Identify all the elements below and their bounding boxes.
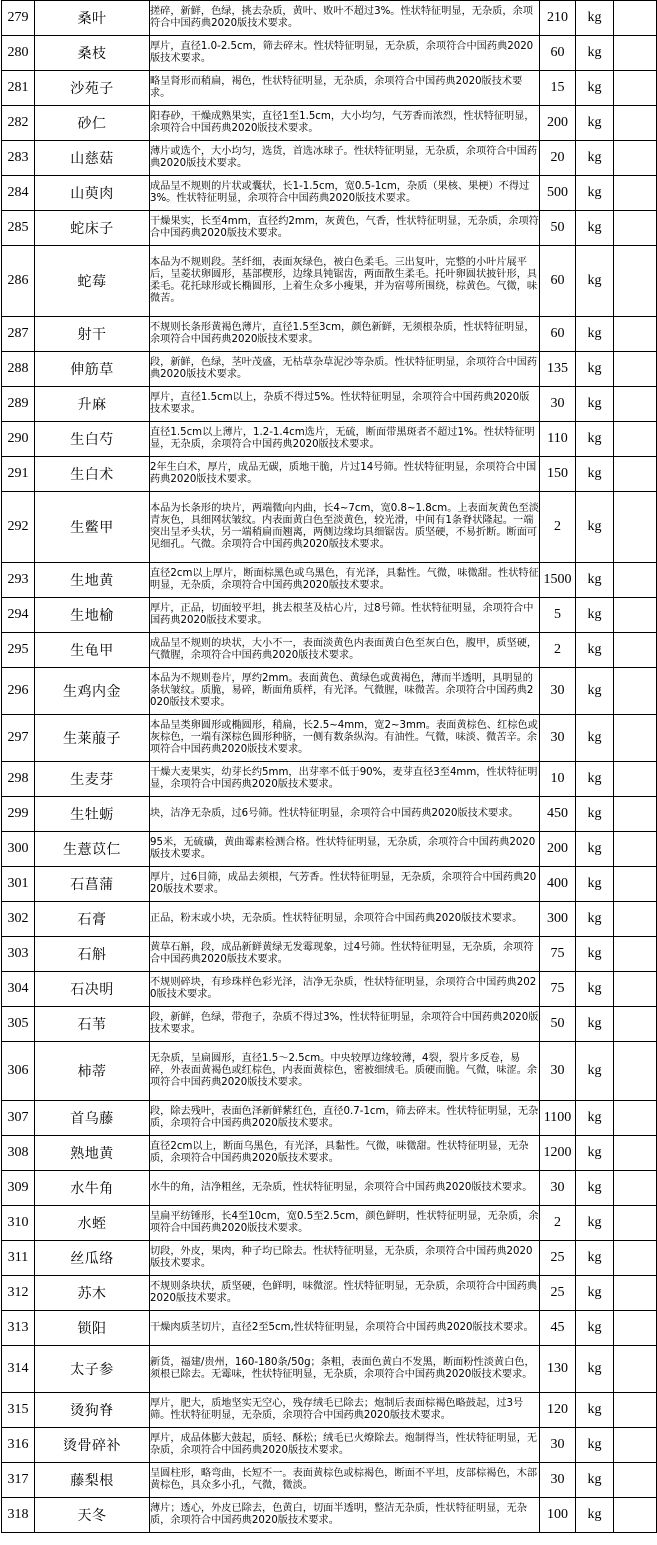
table-row — [2, 633, 657, 668]
quantity: 1100 — [540, 1101, 576, 1136]
quantity: 5 — [540, 598, 576, 633]
unit: kg — [576, 457, 614, 492]
herb-name: 熟地黄 — [35, 1136, 150, 1171]
row-number: 282 — [2, 106, 35, 141]
spec-description: 呈圆柱形，略弯曲，长短不一。表面黄棕色或棕褐色，断面不平坦，皮部棕褐色，木部黄棕色，具众多小孔，气微，微淡。 — [150, 1463, 540, 1498]
herb-name: 锁阳 — [35, 1311, 150, 1346]
blank-cell — [614, 457, 657, 492]
table-row — [2, 563, 657, 598]
herb-name: 生白芍 — [35, 422, 150, 457]
herb-name: 天冬 — [35, 1498, 150, 1533]
blank-cell — [614, 937, 657, 972]
row-number: 284 — [2, 176, 35, 211]
unit: kg — [576, 1101, 614, 1136]
blank-cell — [614, 1171, 657, 1206]
blank-cell — [614, 1007, 657, 1042]
row-number: 316 — [2, 1428, 35, 1463]
herb-name: 太子参 — [35, 1346, 150, 1393]
table-row — [2, 36, 657, 71]
row-number: 292 — [2, 492, 35, 563]
unit: kg — [576, 1136, 614, 1171]
herb-name: 生鸡内金 — [35, 668, 150, 715]
herb-name: 柿蒂 — [35, 1042, 150, 1101]
unit: kg — [576, 1498, 614, 1533]
table-row — [2, 1498, 657, 1533]
row-number: 279 — [2, 1, 35, 36]
blank-cell — [614, 492, 657, 563]
quantity: 100 — [540, 1498, 576, 1533]
spec-description: 干燥果实，长至4mm，直径约2mm，灰黄色，气香，性状特征明显，无杂质，余项符合中国药典2020版技术要求。 — [150, 211, 540, 246]
quantity: 2 — [540, 1206, 576, 1241]
herb-name: 升麻 — [35, 387, 150, 422]
herb-name: 生莱菔子 — [35, 715, 150, 762]
blank-cell — [614, 668, 657, 715]
spec-description: 2年生白术，厚片，成品无碳，质地干脆，片过14号筛。性状特征明显，余项符合中国药典2020版技术要求。 — [150, 457, 540, 492]
unit: kg — [576, 1311, 614, 1346]
quantity: 10 — [540, 762, 576, 797]
unit: kg — [576, 492, 614, 563]
unit: kg — [576, 246, 614, 317]
row-number: 318 — [2, 1498, 35, 1533]
blank-cell — [614, 106, 657, 141]
herb-name: 石斛 — [35, 937, 150, 972]
table-row — [2, 972, 657, 1007]
row-number: 290 — [2, 422, 35, 457]
row-number: 315 — [2, 1393, 35, 1428]
spec-description: 本品呈类卵圆形或椭圆形，稍扁，长2.5~4mm，宽2~3mm。表面黄棕色、红棕色或灰棕色，一端有深棕色圆形种脐，一侧有数条纵沟。有油性。气微，味淡、微苦辛。余项符合中国药典2020版技术要求。 — [150, 715, 540, 762]
herb-name: 山萸肉 — [35, 176, 150, 211]
blank-cell — [614, 1463, 657, 1498]
blank-cell — [614, 141, 657, 176]
herb-name: 藤梨根 — [35, 1463, 150, 1498]
quantity: 200 — [540, 832, 576, 867]
row-number: 289 — [2, 387, 35, 422]
row-number: 281 — [2, 71, 35, 106]
table-row — [2, 1206, 657, 1241]
unit: kg — [576, 387, 614, 422]
quantity: 210 — [540, 1, 576, 36]
herb-name: 水牛角 — [35, 1171, 150, 1206]
table-row — [2, 1241, 657, 1276]
blank-cell — [614, 36, 657, 71]
spec-description: 新货，福建/贵州，160-180条/50g；条粗，表面色黄白不发黑，断面粉性淡黄白色，须根已除去。无霉味，性状特征明显，无杂质，余项符合中国药典2020版技术要求。 — [150, 1346, 540, 1393]
spec-description: 厚片，直径1.0-2.5cm，筛去碎末。性状特征明显，无杂质，余项符合中国药典2020版技术要求。 — [150, 36, 540, 71]
blank-cell — [614, 1311, 657, 1346]
row-number: 317 — [2, 1463, 35, 1498]
quantity: 400 — [540, 867, 576, 902]
unit: kg — [576, 1346, 614, 1393]
quantity: 30 — [540, 668, 576, 715]
blank-cell — [614, 1042, 657, 1101]
table-row — [2, 71, 657, 106]
unit: kg — [576, 715, 614, 762]
unit: kg — [576, 1276, 614, 1311]
blank-cell — [614, 422, 657, 457]
row-number: 288 — [2, 352, 35, 387]
herb-name: 蛇床子 — [35, 211, 150, 246]
blank-cell — [614, 563, 657, 598]
blank-cell — [614, 176, 657, 211]
spec-description: 本品为不规则段。茎纤细，表面灰绿色，被白色柔毛。三出复叶，完整的小叶片展平后，呈菱状卵圆形，基部楔形，边缘具钝锯齿，两面散生柔毛。托叶卵圆状披针形，具柔毛。花托球形或长椭圆形，上着生众多小瘦果，并为宿萼所围绕，棕黄色。气微，味微苦。 — [150, 246, 540, 317]
herb-name: 蛇莓 — [35, 246, 150, 317]
table-row — [2, 937, 657, 972]
row-number: 312 — [2, 1276, 35, 1311]
herb-name: 烫骨碎补 — [35, 1428, 150, 1463]
unit: kg — [576, 141, 614, 176]
blank-cell — [614, 762, 657, 797]
herb-name: 烫狗脊 — [35, 1393, 150, 1428]
spec-description: 厚片，正品，切面较平坦，挑去根茎及枯心片，过8号筛。性状特征明显，余项符合中国药典2020版技术要求。 — [150, 598, 540, 633]
table-body — [2, 1, 657, 1533]
spec-description: 本品为不规则卷片，厚约2mm。表面黄色、黄绿色或黄褐色，薄而半透明，具明显的条状皱纹。质脆，易碎，断面角质样，有光泽。气微腥，味微苦。余项符合中国药典2020版技术要求。 — [150, 668, 540, 715]
herb-name: 生薏苡仁 — [35, 832, 150, 867]
spec-description: 段，新鲜，色绿，茎叶茂盛，无枯草杂草泥沙等杂质。性状特征明显，余项符合中国药典2020版技术要求。 — [150, 352, 540, 387]
row-number: 286 — [2, 246, 35, 317]
unit: kg — [576, 668, 614, 715]
spec-description: 成品呈不规则的片状或囊状，长1-1.5cm，宽0.5-1cm，杂质（果核、果梗）不得过3%。性状特征明显，余项符合中国药典2020版技术要求。 — [150, 176, 540, 211]
herb-name: 丝瓜络 — [35, 1241, 150, 1276]
spec-description: 厚片，过6目筛，成品去须根，气芳香。性状特征明显，无杂质，余项符合中国药典2020版技术要求。 — [150, 867, 540, 902]
herb-name: 石决明 — [35, 972, 150, 1007]
row-number: 302 — [2, 902, 35, 937]
herb-name: 生牡蛎 — [35, 797, 150, 832]
herb-name: 生地榆 — [35, 598, 150, 633]
herb-name: 生鳖甲 — [35, 492, 150, 563]
blank-cell — [614, 211, 657, 246]
unit: kg — [576, 867, 614, 902]
spec-description: 无杂质，呈扁圆形，直径1.5～2.5cm。中央较厚边缘较薄，4裂，裂片多反卷，易碎，外表面黄褐色或红棕色，内表面黄棕色，密被细绒毛。质硬而脆。气微，味涩。余项符合中国药典2020版技术要求。 — [150, 1042, 540, 1101]
spec-description: 本品为长条形的块片，两端微向内曲，长4~7cm，宽0.8~1.8cm。上表面灰黄色至淡青灰色，具细网状皱纹。内表面黄白色至淡黄色，较光滑，中间有1条脊状隆起。一端突出呈矛头状，另一端稍扁而翘离，两侧边缘均具细锯齿。质坚硬，不易折断。断面可见细孔。气微。余项符合中国药典2020版技术要求。 — [150, 492, 540, 563]
blank-cell — [614, 1498, 657, 1533]
spec-description: 薄片或选个，大小均匀，选货，首选冰球子。性状特征明显，无杂质，余项符合中国药典2020版技术要求。 — [150, 141, 540, 176]
row-number: 303 — [2, 937, 35, 972]
table-row — [2, 352, 657, 387]
spec-description: 段，新鲜，色绿，带孢子，杂质不得过3%，性状特征明显，余项符合中国药典2020版技术要求。 — [150, 1007, 540, 1042]
row-number: 293 — [2, 563, 35, 598]
quantity: 30 — [540, 1171, 576, 1206]
unit: kg — [576, 633, 614, 668]
herb-name: 生地黄 — [35, 563, 150, 598]
quantity: 75 — [540, 937, 576, 972]
blank-cell — [614, 633, 657, 668]
unit: kg — [576, 563, 614, 598]
quantity: 25 — [540, 1241, 576, 1276]
quantity: 45 — [540, 1311, 576, 1346]
quantity: 30 — [540, 1428, 576, 1463]
table-row — [2, 387, 657, 422]
spec-description: 直径1.5cm以上薄片，1.2-1.4cm选片，无硫，断面带黑斑者不超过1%。性状特征明显，无杂质，余项符合中国药典2020版技术要求。 — [150, 422, 540, 457]
table-row — [2, 902, 657, 937]
herb-name: 砂仁 — [35, 106, 150, 141]
herb-name: 桑叶 — [35, 1, 150, 36]
unit: kg — [576, 71, 614, 106]
herb-name: 苏木 — [35, 1276, 150, 1311]
table-row — [2, 211, 657, 246]
table-row — [2, 715, 657, 762]
row-number: 280 — [2, 36, 35, 71]
row-number: 291 — [2, 457, 35, 492]
table-row — [2, 492, 657, 563]
row-number: 310 — [2, 1206, 35, 1241]
unit: kg — [576, 1241, 614, 1276]
herb-name: 石膏 — [35, 902, 150, 937]
unit: kg — [576, 317, 614, 352]
blank-cell — [614, 352, 657, 387]
quantity: 30 — [540, 1042, 576, 1101]
blank-cell — [614, 972, 657, 1007]
spec-description: 搓碎，新鲜，色绿，挑去杂质，黄叶、败叶不超过3%。性状特征明显，无杂质，余项符合中国药典2020版技术要求。 — [150, 1, 540, 36]
spec-description: 厚片，成品体膨大鼓起，质轻、酥松；绒毛已火燎除去。炮制得当，性状特征明显，无杂质，余项符合中国药典2020版技术要求。 — [150, 1428, 540, 1463]
unit: kg — [576, 1042, 614, 1101]
quantity: 30 — [540, 387, 576, 422]
table-row — [2, 1393, 657, 1428]
quantity: 1200 — [540, 1136, 576, 1171]
blank-cell — [614, 1346, 657, 1393]
row-number: 294 — [2, 598, 35, 633]
quantity: 15 — [540, 71, 576, 106]
unit: kg — [576, 902, 614, 937]
quantity: 50 — [540, 211, 576, 246]
unit: kg — [576, 832, 614, 867]
unit: kg — [576, 1007, 614, 1042]
herb-name: 伸筋草 — [35, 352, 150, 387]
spec-description: 成品呈不规则的块状，大小不一，表面淡黄色内表面黄白色至灰白色，腹甲，质坚硬，气微腥，余项符合中国药典2020版技术要求。 — [150, 633, 540, 668]
blank-cell — [614, 715, 657, 762]
row-number: 299 — [2, 797, 35, 832]
spec-description: 黄草石斛，段，成品新鲜黄绿无发霉现象，过4号筛。性状特征明显，无杂质，余项符合中国药典2020版技术要求。 — [150, 937, 540, 972]
spec-description: 干燥大麦果实，幼芽长约5mm，出芽率不低于90%，麦芽直径3至4mm，性状特征明显，余项符合中国药典2020版技术要求。 — [150, 762, 540, 797]
blank-cell — [614, 1428, 657, 1463]
unit: kg — [576, 176, 614, 211]
blank-cell — [614, 1241, 657, 1276]
unit: kg — [576, 1428, 614, 1463]
spec-description: 干燥肉质茎切片，直径2至5cm,性状特征明显，余项符合中国药典2020版技术要求。 — [150, 1311, 540, 1346]
herb-name: 生麦芽 — [35, 762, 150, 797]
table-row — [2, 1311, 657, 1346]
quantity: 50 — [540, 1007, 576, 1042]
unit: kg — [576, 1393, 614, 1428]
table-row — [2, 141, 657, 176]
blank-cell — [614, 902, 657, 937]
table-row — [2, 1101, 657, 1136]
herb-name: 生龟甲 — [35, 633, 150, 668]
herb-name: 沙苑子 — [35, 71, 150, 106]
blank-cell — [614, 246, 657, 317]
quantity: 25 — [540, 1276, 576, 1311]
table-row — [2, 317, 657, 352]
quantity: 30 — [540, 715, 576, 762]
unit: kg — [576, 1463, 614, 1498]
blank-cell — [614, 598, 657, 633]
quantity: 450 — [540, 797, 576, 832]
spec-description: 95米，无硫磺，黄曲霉素检测合格。性状特征明显，无杂质，余项符合中国药典2020版技术要求。 — [150, 832, 540, 867]
row-number: 287 — [2, 317, 35, 352]
blank-cell — [614, 1276, 657, 1311]
herb-name: 首乌藤 — [35, 1101, 150, 1136]
table-row — [2, 867, 657, 902]
blank-cell — [614, 317, 657, 352]
row-number: 309 — [2, 1171, 35, 1206]
table-row — [2, 246, 657, 317]
blank-cell — [614, 1206, 657, 1241]
quantity: 20 — [540, 141, 576, 176]
unit: kg — [576, 797, 614, 832]
row-number: 304 — [2, 972, 35, 1007]
spec-description: 呈扁平纺锤形，长4至10cm，宽0.5至2.5cm，颜色鲜明，性状特征明显，无杂质，余项符合中国药典2020版技术要求。 — [150, 1206, 540, 1241]
spec-description: 水牛的角，洁净粗丝，无杂质，性状特征明显，余项符合中国药典2020版技术要求。 — [150, 1171, 540, 1206]
unit: kg — [576, 106, 614, 141]
spec-description: 不规则长条形黄褐色薄片，直径1.5至3cm，颜色新鲜，无须根杂质，性状特征明显，余项符合中国药典2020版技术要求。 — [150, 317, 540, 352]
row-number: 307 — [2, 1101, 35, 1136]
table-row — [2, 762, 657, 797]
quantity: 2 — [540, 633, 576, 668]
blank-cell — [614, 1, 657, 36]
herb-name: 石菖蒲 — [35, 867, 150, 902]
quantity: 2 — [540, 492, 576, 563]
spec-description: 略呈肾形而稍扁，褐色，性状特征明显，无杂质，余项符合中国药典2020版技术要求。 — [150, 71, 540, 106]
quantity: 135 — [540, 352, 576, 387]
table-row — [2, 1463, 657, 1498]
unit: kg — [576, 1, 614, 36]
table-row — [2, 1007, 657, 1042]
herb-name: 生白术 — [35, 457, 150, 492]
unit: kg — [576, 598, 614, 633]
table-row — [2, 1428, 657, 1463]
spec-description: 正品，粉末或小块，无杂质。性状特征明显，余项符合中国药典2020版技术要求。 — [150, 902, 540, 937]
row-number: 300 — [2, 832, 35, 867]
spec-description: 不规则碎块，有珍珠样色彩光泽，洁净无杂质，性状特征明显，余项符合中国药典2020版技术要求。 — [150, 972, 540, 1007]
quantity: 300 — [540, 902, 576, 937]
row-number: 301 — [2, 867, 35, 902]
row-number: 296 — [2, 668, 35, 715]
spec-description: 直径2cm以上，断面乌黑色，有光泽，具黏性。气微，味微甜。性状特征明显，无杂质，余项符合中国药典2020版技术要求。 — [150, 1136, 540, 1171]
quantity: 60 — [540, 246, 576, 317]
quantity: 150 — [540, 457, 576, 492]
spec-description: 切段，外皮，果肉，种子均已除去。性状特征明显，无杂质，余项符合中国药典2020版技术要求。 — [150, 1241, 540, 1276]
row-number: 306 — [2, 1042, 35, 1101]
table-row — [2, 797, 657, 832]
table-row — [2, 1, 657, 36]
quantity: 110 — [540, 422, 576, 457]
spec-description: 直径2cm以上厚片，断面棕黑色或乌黑色，有光泽，具黏性。气微，味微甜。性状特征明显，无杂质，余项符合中国药典2020版技术要求。 — [150, 563, 540, 598]
unit: kg — [576, 211, 614, 246]
quantity: 500 — [540, 176, 576, 211]
row-number: 314 — [2, 1346, 35, 1393]
herb-name: 桑枝 — [35, 36, 150, 71]
unit: kg — [576, 762, 614, 797]
blank-cell — [614, 387, 657, 422]
unit: kg — [576, 972, 614, 1007]
blank-cell — [614, 71, 657, 106]
table-row — [2, 1042, 657, 1101]
row-number: 305 — [2, 1007, 35, 1042]
quantity: 30 — [540, 1463, 576, 1498]
blank-cell — [614, 797, 657, 832]
table-row — [2, 832, 657, 867]
row-number: 285 — [2, 211, 35, 246]
row-number: 311 — [2, 1241, 35, 1276]
unit: kg — [576, 36, 614, 71]
quantity: 1500 — [540, 563, 576, 598]
spec-description: 厚片，肥大，质地坚实无空心，残存绒毛已除去；炮制后表面棕褐色略鼓起，过3号筛。性状特征明显，无杂质，余项符合中国药典2020版技术要求。 — [150, 1393, 540, 1428]
table-row — [2, 1346, 657, 1393]
spec-description: 不规则条块状，质坚硬，色鲜明，味微涩。性状特征明显，无杂质，余项符合中国药典2020版技术要求。 — [150, 1276, 540, 1311]
unit: kg — [576, 1171, 614, 1206]
herb-name: 水蛭 — [35, 1206, 150, 1241]
unit: kg — [576, 1206, 614, 1241]
quantity: 120 — [540, 1393, 576, 1428]
unit: kg — [576, 352, 614, 387]
blank-cell — [614, 832, 657, 867]
table-row — [2, 422, 657, 457]
spec-description: 阳春砂，干燥成熟果实，直径1至1.5cm，大小均匀，气芳香而浓烈，性状特征明显，余项符合中国药典2020版技术要求。 — [150, 106, 540, 141]
row-number: 313 — [2, 1311, 35, 1346]
herb-spec-table — [1, 0, 657, 1533]
table-row — [2, 598, 657, 633]
spec-description: 块，洁净无杂质，过6号筛。性状特征明显，余项符合中国药典2020版技术要求。 — [150, 797, 540, 832]
table-row — [2, 457, 657, 492]
table-row — [2, 668, 657, 715]
table-row — [2, 1276, 657, 1311]
quantity: 200 — [540, 106, 576, 141]
spec-description: 薄片；透心，外皮已除去，色黄白，切面半透明，整洁无杂质，性状特征明显，无杂质，余项符合中国药典2020版技术要求。 — [150, 1498, 540, 1533]
quantity: 60 — [540, 317, 576, 352]
herb-name: 山慈菇 — [35, 141, 150, 176]
blank-cell — [614, 1393, 657, 1428]
quantity: 75 — [540, 972, 576, 1007]
table-row — [2, 106, 657, 141]
table-row — [2, 176, 657, 211]
quantity: 130 — [540, 1346, 576, 1393]
unit: kg — [576, 422, 614, 457]
row-number: 295 — [2, 633, 35, 668]
herb-name: 射干 — [35, 317, 150, 352]
blank-cell — [614, 867, 657, 902]
table-row — [2, 1171, 657, 1206]
unit: kg — [576, 937, 614, 972]
table-row — [2, 1136, 657, 1171]
spec-description: 段，除去残叶，表面色泽新鲜紫红色，直径0.7-1cm，筛去碎末。性状特征明显，无杂质，余项符合中国药典2020版技术要求。 — [150, 1101, 540, 1136]
blank-cell — [614, 1136, 657, 1171]
row-number: 308 — [2, 1136, 35, 1171]
row-number: 297 — [2, 715, 35, 762]
row-number: 283 — [2, 141, 35, 176]
quantity: 60 — [540, 36, 576, 71]
blank-cell — [614, 1101, 657, 1136]
row-number: 298 — [2, 762, 35, 797]
spec-description: 厚片，直径1.5cm以上，杂质不得过5%。性状特征明显，余项符合中国药典2020版技术要求。 — [150, 387, 540, 422]
herb-name: 石苇 — [35, 1007, 150, 1042]
